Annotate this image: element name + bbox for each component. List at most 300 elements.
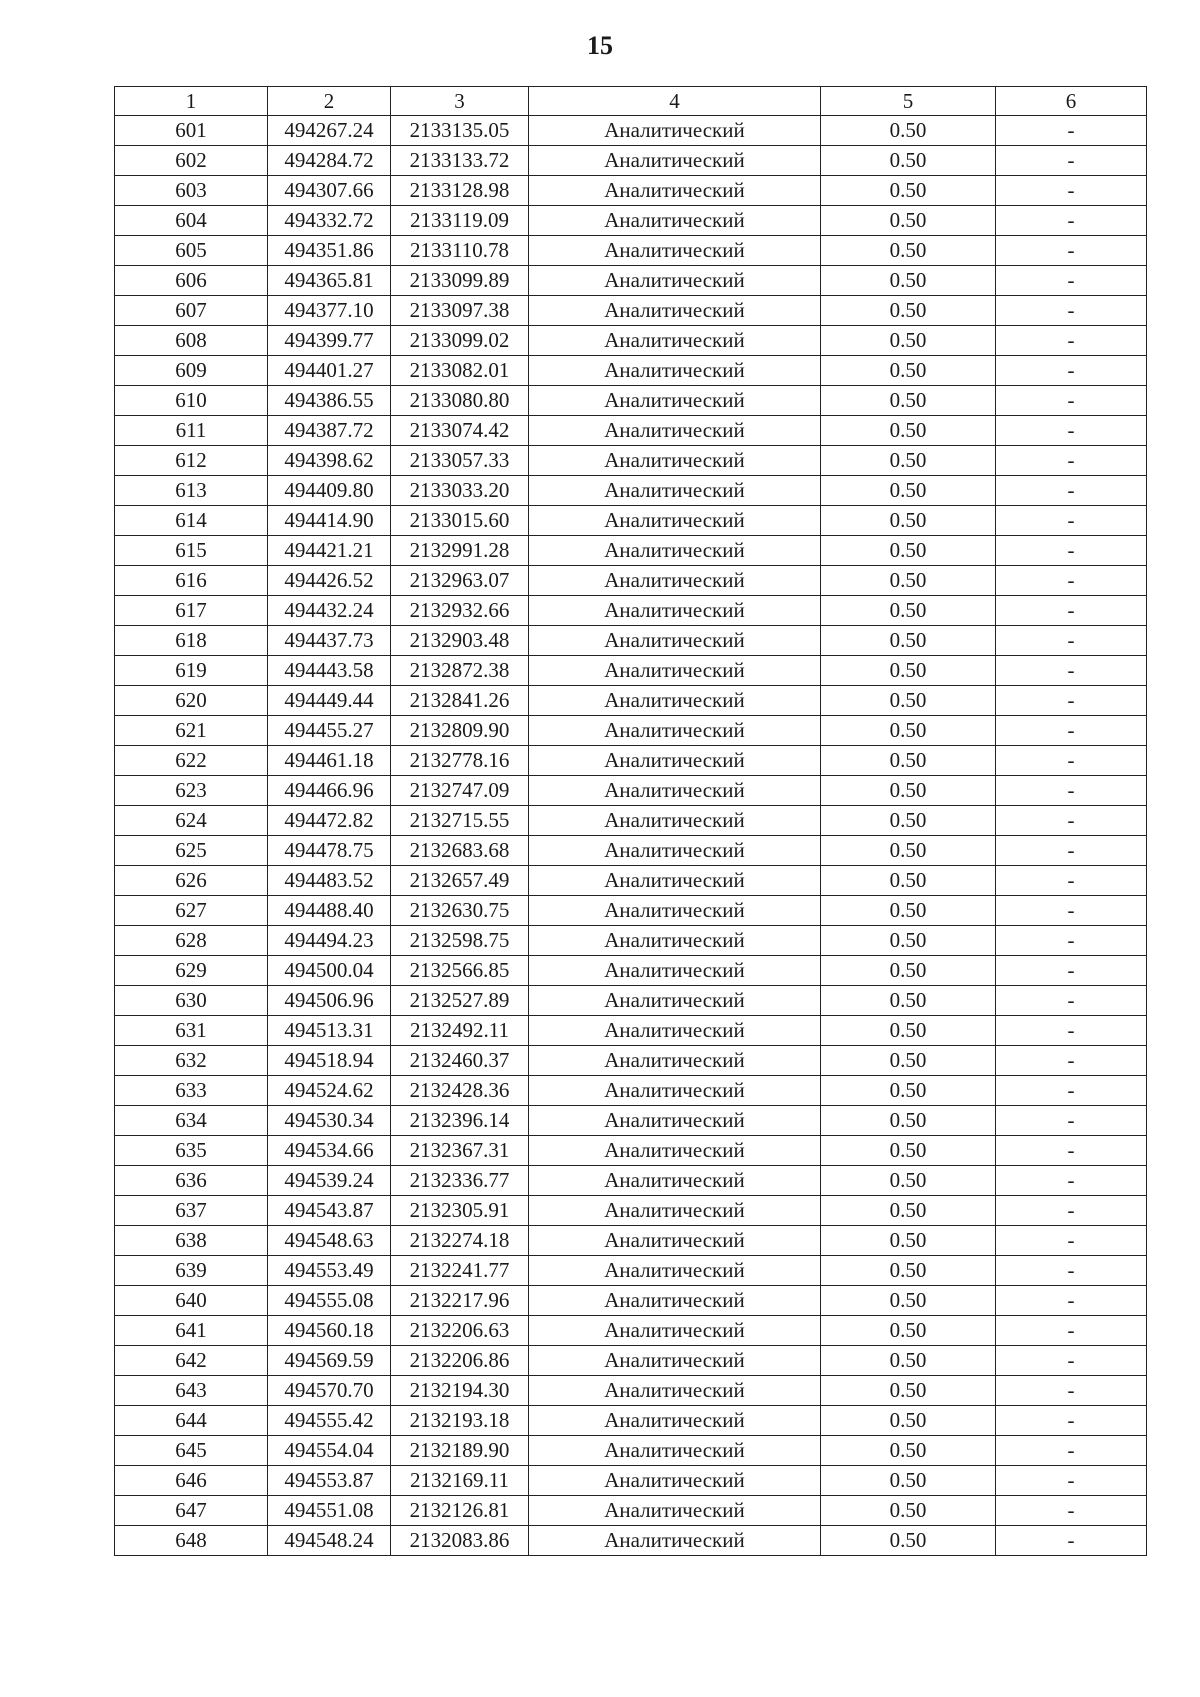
point-number-cell: 624 [115,806,268,836]
method-cell: Аналитический [529,1466,821,1496]
x-coordinate-cell: 494351.86 [268,236,391,266]
method-cell: Аналитический [529,1136,821,1166]
accuracy-cell: 0.50 [821,1226,996,1256]
table-row [115,1196,1147,1226]
note-cell: - [996,806,1147,836]
method-cell: Аналитический [529,1436,821,1466]
accuracy-cell: 0.50 [821,1406,996,1436]
accuracy-cell: 0.50 [821,206,996,236]
point-number-cell: 612 [115,446,268,476]
point-number-cell: 633 [115,1076,268,1106]
accuracy-cell: 0.50 [821,896,996,926]
table-row [115,746,1147,776]
method-cell: Аналитический [529,1496,821,1526]
x-coordinate-cell: 494555.08 [268,1286,391,1316]
point-number-cell: 610 [115,386,268,416]
y-coordinate-cell: 2132083.86 [391,1526,529,1556]
x-coordinate-cell: 494483.52 [268,866,391,896]
table-row [115,416,1147,446]
x-coordinate-cell: 494414.90 [268,506,391,536]
note-cell: - [996,776,1147,806]
y-coordinate-cell: 2132715.55 [391,806,529,836]
table-row [115,326,1147,356]
point-number-cell: 623 [115,776,268,806]
y-coordinate-cell: 2132126.81 [391,1496,529,1526]
x-coordinate-cell: 494398.62 [268,446,391,476]
point-number-cell: 608 [115,326,268,356]
point-number-cell: 643 [115,1376,268,1406]
y-coordinate-cell: 2132460.37 [391,1046,529,1076]
accuracy-cell: 0.50 [821,1496,996,1526]
table-row [115,446,1147,476]
accuracy-cell: 0.50 [821,746,996,776]
accuracy-cell: 0.50 [821,566,996,596]
table-row [115,776,1147,806]
point-number-cell: 619 [115,656,268,686]
y-coordinate-cell: 2133015.60 [391,506,529,536]
x-coordinate-cell: 494539.24 [268,1166,391,1196]
table-row [115,1466,1147,1496]
note-cell: - [996,1526,1147,1556]
x-coordinate-cell: 494478.75 [268,836,391,866]
y-coordinate-cell: 2132872.38 [391,656,529,686]
note-cell: - [996,1136,1147,1166]
page-number: 15 [587,31,613,60]
accuracy-cell: 0.50 [821,1316,996,1346]
method-cell: Аналитический [529,1346,821,1376]
note-cell: - [996,596,1147,626]
note-cell: - [996,266,1147,296]
point-number-cell: 632 [115,1046,268,1076]
y-coordinate-cell: 2132932.66 [391,596,529,626]
y-coordinate-cell: 2133097.38 [391,296,529,326]
method-cell: Аналитический [529,1376,821,1406]
note-cell: - [996,1256,1147,1286]
note-cell: - [996,356,1147,386]
table-row [115,506,1147,536]
y-coordinate-cell: 2132274.18 [391,1226,529,1256]
method-cell: Аналитический [529,506,821,536]
method-cell: Аналитический [529,1226,821,1256]
method-cell: Аналитический [529,1406,821,1436]
y-coordinate-cell: 2133033.20 [391,476,529,506]
accuracy-cell: 0.50 [821,1376,996,1406]
accuracy-cell: 0.50 [821,476,996,506]
y-coordinate-cell: 2133080.80 [391,386,529,416]
method-cell: Аналитический [529,176,821,206]
y-coordinate-cell: 2132396.14 [391,1106,529,1136]
y-coordinate-cell: 2133057.33 [391,446,529,476]
accuracy-cell: 0.50 [821,506,996,536]
note-cell: - [996,1496,1147,1526]
method-cell: Аналитический [529,476,821,506]
accuracy-cell: 0.50 [821,1526,996,1556]
x-coordinate-cell: 494513.31 [268,1016,391,1046]
accuracy-cell: 0.50 [821,1046,996,1076]
method-cell: Аналитический [529,1196,821,1226]
coordinates-table [114,86,1147,1556]
y-coordinate-cell: 2132747.09 [391,776,529,806]
method-cell: Аналитический [529,1526,821,1556]
y-coordinate-cell: 2132903.48 [391,626,529,656]
table-row [115,356,1147,386]
point-number-cell: 605 [115,236,268,266]
method-cell: Аналитический [529,296,821,326]
point-number-cell: 618 [115,626,268,656]
y-coordinate-cell: 2133082.01 [391,356,529,386]
table-row [115,1376,1147,1406]
y-coordinate-cell: 2133110.78 [391,236,529,266]
method-cell: Аналитический [529,1046,821,1076]
method-cell: Аналитический [529,896,821,926]
note-cell: - [996,1346,1147,1376]
table-row [115,1106,1147,1136]
accuracy-cell: 0.50 [821,1136,996,1166]
table-row [115,1046,1147,1076]
table-row [115,1076,1147,1106]
table-row [115,926,1147,956]
point-number-cell: 626 [115,866,268,896]
accuracy-cell: 0.50 [821,1166,996,1196]
point-number-cell: 614 [115,506,268,536]
table-row [115,266,1147,296]
table-row [115,176,1147,206]
y-coordinate-cell: 2132630.75 [391,896,529,926]
accuracy-cell: 0.50 [821,656,996,686]
accuracy-cell: 0.50 [821,356,996,386]
x-coordinate-cell: 494421.21 [268,536,391,566]
x-coordinate-cell: 494518.94 [268,1046,391,1076]
y-coordinate-cell: 2132428.36 [391,1076,529,1106]
method-cell: Аналитический [529,1166,821,1196]
method-cell: Аналитический [529,1016,821,1046]
table-row [115,476,1147,506]
table-row [115,1496,1147,1526]
accuracy-cell: 0.50 [821,1466,996,1496]
accuracy-cell: 0.50 [821,776,996,806]
point-number-cell: 629 [115,956,268,986]
method-cell: Аналитический [529,986,821,1016]
x-coordinate-cell: 494524.62 [268,1076,391,1106]
table-row [115,206,1147,236]
method-cell: Аналитический [529,416,821,446]
accuracy-cell: 0.50 [821,1196,996,1226]
method-cell: Аналитический [529,866,821,896]
x-coordinate-cell: 494432.24 [268,596,391,626]
point-number-cell: 604 [115,206,268,236]
method-cell: Аналитический [529,146,821,176]
table-header-row [115,87,1147,116]
table-row [115,1526,1147,1556]
y-coordinate-cell: 2132193.18 [391,1406,529,1436]
y-coordinate-cell: 2132217.96 [391,1286,529,1316]
x-coordinate-cell: 494466.96 [268,776,391,806]
method-cell: Аналитический [529,356,821,386]
accuracy-cell: 0.50 [821,1076,996,1106]
x-coordinate-cell: 494500.04 [268,956,391,986]
point-number-cell: 639 [115,1256,268,1286]
y-coordinate-cell: 2133099.02 [391,326,529,356]
method-cell: Аналитический [529,716,821,746]
x-coordinate-cell: 494560.18 [268,1316,391,1346]
y-coordinate-cell: 2132336.77 [391,1166,529,1196]
accuracy-cell: 0.50 [821,836,996,866]
y-coordinate-cell: 2133128.98 [391,176,529,206]
x-coordinate-cell: 494554.04 [268,1436,391,1466]
method-cell: Аналитический [529,956,821,986]
point-number-cell: 631 [115,1016,268,1046]
table-row [115,566,1147,596]
note-cell: - [996,116,1147,146]
y-coordinate-cell: 2132169.11 [391,1466,529,1496]
note-cell: - [996,1406,1147,1436]
x-coordinate-cell: 494488.40 [268,896,391,926]
method-cell: Аналитический [529,926,821,956]
note-cell: - [996,296,1147,326]
point-number-cell: 620 [115,686,268,716]
method-cell: Аналитический [529,1106,821,1136]
point-number-cell: 641 [115,1316,268,1346]
point-number-cell: 638 [115,1226,268,1256]
table-row [115,1286,1147,1316]
point-number-cell: 609 [115,356,268,386]
point-number-cell: 622 [115,746,268,776]
accuracy-cell: 0.50 [821,1436,996,1466]
table-row [115,536,1147,566]
accuracy-cell: 0.50 [821,596,996,626]
point-number-cell: 647 [115,1496,268,1526]
note-cell: - [996,1226,1147,1256]
accuracy-cell: 0.50 [821,1016,996,1046]
point-number-cell: 627 [115,896,268,926]
table-body [115,116,1147,1556]
table-row [115,1406,1147,1436]
accuracy-cell: 0.50 [821,326,996,356]
note-cell: - [996,866,1147,896]
accuracy-cell: 0.50 [821,1256,996,1286]
note-cell: - [996,896,1147,926]
note-cell: - [996,686,1147,716]
point-number-cell: 613 [115,476,268,506]
note-cell: - [996,1376,1147,1406]
x-coordinate-cell: 494443.58 [268,656,391,686]
table-row [115,236,1147,266]
point-number-cell: 617 [115,596,268,626]
y-coordinate-cell: 2132566.85 [391,956,529,986]
method-cell: Аналитический [529,236,821,266]
point-number-cell: 646 [115,1466,268,1496]
x-coordinate-cell: 494284.72 [268,146,391,176]
y-coordinate-cell: 2132241.77 [391,1256,529,1286]
accuracy-cell: 0.50 [821,626,996,656]
y-coordinate-cell: 2132206.63 [391,1316,529,1346]
x-coordinate-cell: 494548.24 [268,1526,391,1556]
note-cell: - [996,1436,1147,1466]
note-cell: - [996,746,1147,776]
point-number-cell: 644 [115,1406,268,1436]
x-coordinate-cell: 494569.59 [268,1346,391,1376]
note-cell: - [996,836,1147,866]
column-header: 4 [529,87,821,116]
y-coordinate-cell: 2132189.90 [391,1436,529,1466]
accuracy-cell: 0.50 [821,146,996,176]
table-row [115,716,1147,746]
table-row [115,686,1147,716]
x-coordinate-cell: 494548.63 [268,1226,391,1256]
x-coordinate-cell: 494555.42 [268,1406,391,1436]
note-cell: - [996,206,1147,236]
x-coordinate-cell: 494530.34 [268,1106,391,1136]
method-cell: Аналитический [529,326,821,356]
point-number-cell: 634 [115,1106,268,1136]
table-row [115,986,1147,1016]
method-cell: Аналитический [529,1076,821,1106]
point-number-cell: 637 [115,1196,268,1226]
x-coordinate-cell: 494455.27 [268,716,391,746]
y-coordinate-cell: 2132367.31 [391,1136,529,1166]
note-cell: - [996,1046,1147,1076]
table-row [115,1226,1147,1256]
table-row [115,626,1147,656]
y-coordinate-cell: 2132841.26 [391,686,529,716]
table-row [115,1136,1147,1166]
table-row [115,1316,1147,1346]
note-cell: - [996,956,1147,986]
table-row [115,1256,1147,1286]
method-cell: Аналитический [529,776,821,806]
x-coordinate-cell: 494534.66 [268,1136,391,1166]
x-coordinate-cell: 494332.72 [268,206,391,236]
x-coordinate-cell: 494387.72 [268,416,391,446]
x-coordinate-cell: 494472.82 [268,806,391,836]
method-cell: Аналитический [529,266,821,296]
accuracy-cell: 0.50 [821,296,996,326]
x-coordinate-cell: 494553.49 [268,1256,391,1286]
table-row [115,1436,1147,1466]
table-row [115,656,1147,686]
y-coordinate-cell: 2133135.05 [391,116,529,146]
y-coordinate-cell: 2132305.91 [391,1196,529,1226]
y-coordinate-cell: 2133074.42 [391,416,529,446]
point-number-cell: 640 [115,1286,268,1316]
method-cell: Аналитический [529,596,821,626]
table-row [115,866,1147,896]
x-coordinate-cell: 494506.96 [268,986,391,1016]
y-coordinate-cell: 2132527.89 [391,986,529,1016]
y-coordinate-cell: 2132991.28 [391,536,529,566]
point-number-cell: 621 [115,716,268,746]
note-cell: - [996,626,1147,656]
column-header: 2 [268,87,391,116]
note-cell: - [996,1166,1147,1196]
accuracy-cell: 0.50 [821,416,996,446]
point-number-cell: 615 [115,536,268,566]
point-number-cell: 635 [115,1136,268,1166]
x-coordinate-cell: 494494.23 [268,926,391,956]
x-coordinate-cell: 494377.10 [268,296,391,326]
method-cell: Аналитический [529,1316,821,1346]
x-coordinate-cell: 494449.44 [268,686,391,716]
table-row [115,956,1147,986]
note-cell: - [996,1286,1147,1316]
y-coordinate-cell: 2132492.11 [391,1016,529,1046]
accuracy-cell: 0.50 [821,806,996,836]
accuracy-cell: 0.50 [821,236,996,266]
method-cell: Аналитический [529,1256,821,1286]
note-cell: - [996,416,1147,446]
point-number-cell: 616 [115,566,268,596]
y-coordinate-cell: 2133119.09 [391,206,529,236]
y-coordinate-cell: 2132598.75 [391,926,529,956]
table-row [115,1346,1147,1376]
method-cell: Аналитический [529,386,821,416]
table-row [115,896,1147,926]
point-number-cell: 625 [115,836,268,866]
point-number-cell: 630 [115,986,268,1016]
accuracy-cell: 0.50 [821,686,996,716]
table-row [115,806,1147,836]
accuracy-cell: 0.50 [821,716,996,746]
table-row [115,836,1147,866]
column-header: 3 [391,87,529,116]
accuracy-cell: 0.50 [821,986,996,1016]
point-number-cell: 628 [115,926,268,956]
x-coordinate-cell: 494409.80 [268,476,391,506]
accuracy-cell: 0.50 [821,1286,996,1316]
table-row [115,1166,1147,1196]
column-header: 5 [821,87,996,116]
method-cell: Аналитический [529,836,821,866]
accuracy-cell: 0.50 [821,866,996,896]
note-cell: - [996,176,1147,206]
note-cell: - [996,716,1147,746]
point-number-cell: 642 [115,1346,268,1376]
y-coordinate-cell: 2132657.49 [391,866,529,896]
method-cell: Аналитический [529,806,821,836]
y-coordinate-cell: 2132809.90 [391,716,529,746]
point-number-cell: 603 [115,176,268,206]
point-number-cell: 607 [115,296,268,326]
point-number-cell: 648 [115,1526,268,1556]
table-row [115,116,1147,146]
note-cell: - [996,1316,1147,1346]
point-number-cell: 636 [115,1166,268,1196]
x-coordinate-cell: 494307.66 [268,176,391,206]
method-cell: Аналитический [529,116,821,146]
point-number-cell: 645 [115,1436,268,1466]
point-number-cell: 606 [115,266,268,296]
accuracy-cell: 0.50 [821,266,996,296]
note-cell: - [996,656,1147,686]
accuracy-cell: 0.50 [821,536,996,566]
x-coordinate-cell: 494553.87 [268,1466,391,1496]
accuracy-cell: 0.50 [821,446,996,476]
note-cell: - [996,506,1147,536]
method-cell: Аналитический [529,536,821,566]
note-cell: - [996,446,1147,476]
note-cell: - [996,326,1147,356]
note-cell: - [996,926,1147,956]
note-cell: - [996,1106,1147,1136]
accuracy-cell: 0.50 [821,386,996,416]
x-coordinate-cell: 494267.24 [268,116,391,146]
x-coordinate-cell: 494543.87 [268,1196,391,1226]
x-coordinate-cell: 494399.77 [268,326,391,356]
method-cell: Аналитический [529,656,821,686]
y-coordinate-cell: 2132778.16 [391,746,529,776]
note-cell: - [996,1016,1147,1046]
y-coordinate-cell: 2133133.72 [391,146,529,176]
